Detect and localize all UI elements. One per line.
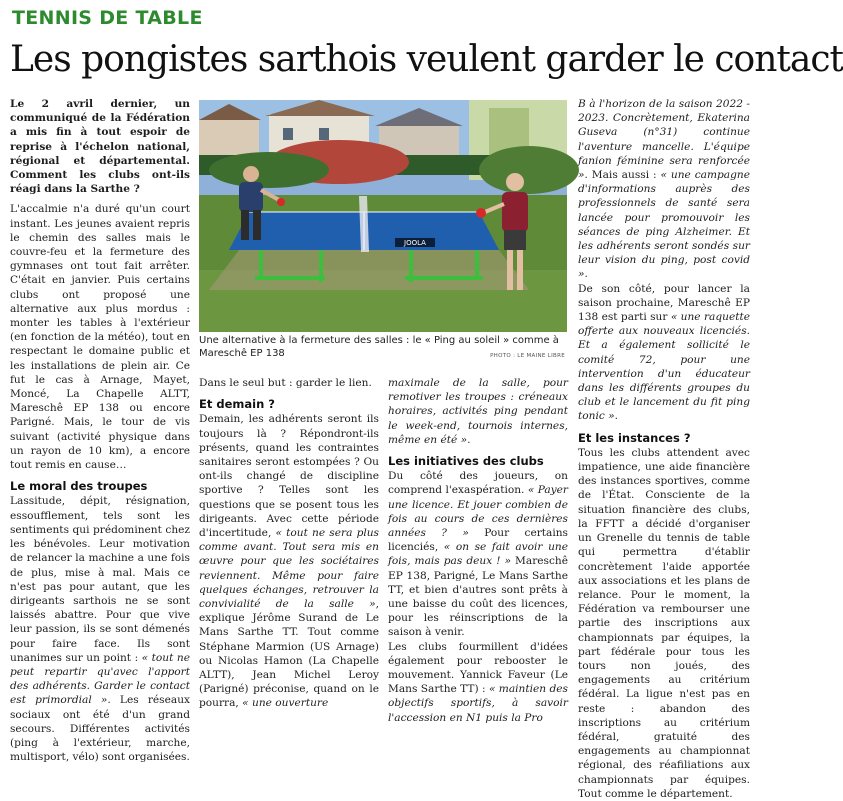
paragraph: L'accalmie n'a duré qu'un court instant. Les jeunes avaient repris le chemin des salles mais le couvre-feu et la fermeture des gymnases ont tout fait arrêter. C'était en janvier. Puis certains clubs ont proposé une alternative aux plus mordus : monter les tables à l'extérieur (en fonction de la météo), tout en respectant le domaine public et les installations de plein air. Ce fut le cas à Arnage, Mayet, Moncé, La Chapelle ALTT, Mareschê EP 138 ou encore Parigné. Mais, le tour de vis suivant (activité physique dans un rayon de 10 km), a encore tout remis en cause…	[10, 203, 190, 472]
text: .	[584, 268, 588, 281]
quote: B à l'horizon de la saison 2022 - 2023. Concrètement, Ekaterina Guseva (n°31) continue l'aventure mancelle. L'équipe fanion féminine sera renforcée »	[578, 98, 750, 182]
text: .	[614, 410, 619, 423]
text: De son côté, pour lancer la saison prochaine, Mareschê EP 138 est parti sur	[578, 282, 750, 324]
text: Demain, les adhérents seront ils toujours là ? Répondront-ils présents, quand les contraintes sanitaires seront estompées ? Ou ont-ils changé de discipline sportive ? Telles sont les questions que se posent tous les dirigeants. Avec cette période d'incertitude,	[199, 413, 379, 540]
section-rubric: TENNIS DE TABLE	[12, 7, 203, 29]
article-photo	[199, 100, 567, 332]
ping-pong-outdoor-photo	[199, 100, 567, 332]
article-column-2	[199, 376, 379, 710]
text: , explique Jérôme Surand de Le Mans Sarthe TT. Tout comme Stéphane Marmion (US Arnage) ou Nicolas Hamon (La Chapelle ALTT), Jean Michel Leroy (Parigné) préconise, quand on le pourra,	[199, 598, 379, 710]
subheading: Les initiatives des clubs	[388, 454, 544, 469]
article-column-3	[388, 376, 568, 724]
quote: « Payer une licence. Et jouer combien de fois au cours de ces dernières années ? »	[388, 484, 568, 540]
paragraph	[578, 97, 750, 282]
paragraph	[199, 412, 379, 710]
quote: « une raquette offerte aux nouveaux licenciés. Et a également sollicité le comité 72, pour une intervention d'un éducateur dans les différents groupes du club et le lancement du fit ping tonic »	[578, 311, 750, 423]
subheading: Et demain ?	[199, 397, 275, 412]
quote: « une ouverture	[242, 697, 329, 710]
text: . Mais aussi :	[584, 169, 661, 182]
article-lead: Le 2 avril dernier, un communiqué de la Fédération a mis fin à tout espoir de reprise à l'échelon national, régional et départemental. Comment les clubs ont-ils réagi dans la Sarthe ?	[10, 98, 190, 196]
quote: « maintien des objectifs sportifs, à savoir l'accession en N1 puis la Pro	[388, 683, 568, 724]
paragraph	[388, 469, 568, 639]
quote: « tout ne peut repartir qu'avec l'apport des adhérents. Garder le contact est primordial »	[10, 651, 190, 707]
article-headline: Les pongistes sarthois veulent garder le contact	[10, 39, 843, 80]
paragraph: Tous les clubs attendent avec impatience, une aide financière des instances sportives, comme de l'État. Consciente de la situation financière des clubs, la FFTT a décidé d'organiser un Grenelle du tennis de table qui permettra d'établir concrètement l'aide apportée aux associations et les plans de relance. Pour le moment, la Fédération va rembourser une partie des inscriptions aux championnats par équipes, la part fédérale pour tous les tours non joués, des engagements au critérium fédéral. La ligue n'est pas en reste : abandon des inscriptions au critérium fédéral, gratuité des engagements au championnat régional, des réafiliations aux championnats par équipes. Tout comme le département.	[578, 446, 750, 800]
table-brand-text: JOOLA	[404, 239, 426, 247]
article-column-1	[10, 97, 190, 764]
text: . Les réseaux sociaux ont été d'un grand secours. Différentes activités (ping à l'extérieur, marche, multisport, vélo) sont organisées.	[10, 694, 190, 764]
paragraph	[578, 282, 750, 424]
photo-credit: PHOTO : LE MAINE LIBRE	[490, 353, 565, 359]
caption-text: Une alternative à la fermeture des salles : le « Ping au soleil » comme à Mareschê EP 138	[199, 335, 559, 359]
paragraph: Dans le seul but : garder le lien.	[199, 377, 372, 389]
quote: maximale de la salle, pour remotiver les troupes : créneaux horaires, activités ping pendant le week-end, tournois internes, même en été »	[388, 377, 568, 446]
text: .	[467, 433, 471, 446]
subheading: Et les instances ?	[578, 430, 691, 445]
text: Pour certains licenciés,	[388, 527, 568, 554]
quote: « on se fait avoir une fois, mais pas deux ! »	[388, 541, 568, 568]
quote: « tout ne sera plus comme avant. Tout sera mis en œuvre pour que les sociétaires reviennent. Même pour faire quelques échanges, retrouver la convivialité de la salle »	[199, 527, 379, 611]
quote: « une campagne d'informations auprès des professionnels de santé sera lancée pour promouvoir les séances de ping Alzheimer. Et les adhérents seront sondés sur leur vision du ping, post covid »	[578, 169, 751, 281]
text: Les clubs fourmillent d'idées également pour rebooster le mouvement. Yannick Faveur (Le Mans Sarthe TT) :	[388, 640, 568, 696]
subheading: Le moral des troupes	[10, 479, 148, 494]
text: Lassitude, dépit, résignation, essoufflement, tels sont les sentiments qui prédominent chez les bénévoles. Leur motivation de relancer la machine a une fois de plus, mise à mal. Mais ce n'est pas pour autant, que les dirigeants sarthois ne se sont laissés abattre. Pour que vive leur passion, ils se sont démenés pour faire face. Ils sont unanimes sur un point :	[10, 495, 190, 664]
photo-caption	[199, 335, 567, 360]
paragraph	[10, 494, 190, 764]
paragraph	[388, 640, 568, 725]
text: Mareschê EP 138, Parigné, Le Mans Sarthe TT, et bien d'autres sont prêts à une baisse du coût des licences, pour les réinscriptions de la saison à venir.	[388, 555, 568, 639]
text: Du côté des joueurs, on comprend l'exaspération.	[388, 470, 568, 497]
paragraph	[388, 376, 568, 447]
article-column-4	[578, 97, 751, 800]
